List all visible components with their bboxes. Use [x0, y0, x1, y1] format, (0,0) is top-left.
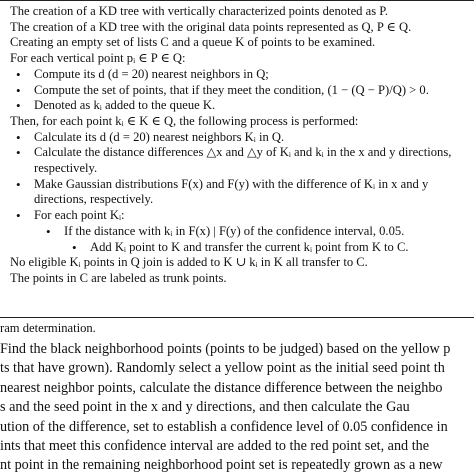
paragraph-line: ints that meet this confidence interval are added to the red point set, and the: [0, 438, 430, 454]
paragraph-line: s and the seed point in the x and y directions, and then calculate the Gau: [0, 399, 410, 416]
algorithm-line: Add Kᵢ point to K and transfer the current kᵢ point from K to C.: [90, 239, 409, 254]
paragraph-line: Find the black neighborhood points (points to be judged) based on the yellow p: [0, 341, 451, 357]
algorithm-line: Compute its d (d = 20) nearest neighbors in Q;: [34, 66, 269, 81]
bullet-marker: •: [16, 98, 21, 114]
algorithm-line: For each point Kᵢ:: [34, 208, 125, 223]
algorithm-line: Creating an empty set of lists C and a queue K of points to be examined.: [10, 35, 376, 50]
paragraph-line: ts that have grown). Randomly select a yellow point as the initial seed point th: [0, 360, 445, 377]
algorithm-line: Then, for each point kᵢ ∈ K ∈ Q, the following process is performed:: [10, 113, 359, 128]
bottom-rule: [0, 317, 474, 318]
algorithm-line: The creation of a KD tree with the original data points represented as Q, P ∈ Q.: [10, 19, 412, 34]
bullet-marker: •: [16, 82, 21, 98]
algorithm-line: Calculate the distance differences △x and △y of Kᵢ and kᵢ in the x and y directions,: [34, 145, 452, 160]
top-rule: [0, 0, 474, 1]
algorithm-line: The creation of a KD tree with vertically characterized points denoted as P.: [10, 4, 389, 18]
paragraph-line: nearest neighbor points, calculate the distance difference between the neighbo: [0, 379, 443, 396]
algorithm-line: For each vertical point pᵢ ∈ P ∈ Q:: [10, 51, 186, 66]
bullet-marker: •: [16, 145, 21, 161]
bullet-marker: •: [16, 176, 21, 192]
algorithm-line: No eligible Kᵢ points in Q join is added to K ∪ kᵢ in K all transfer to C.: [10, 255, 368, 270]
algorithm-line: respectively.: [34, 161, 98, 175]
algorithm-caption: ram determination.: [0, 321, 96, 335]
bullet-marker: •: [72, 239, 77, 255]
algorithm-line: Denoted as kᵢ added to the queue K.: [34, 98, 216, 113]
algorithm-line: Compute the set of points, that if they meet the condition, (1 − (Q − P)/Q) > 0.: [34, 82, 429, 97]
bullet-marker: •: [16, 129, 21, 145]
algorithm-line: directions, respectively.: [34, 192, 154, 207]
algorithm-line: The points in C are labeled as trunk points.: [10, 270, 227, 285]
algorithm-line: Calculate its d (d = 20) nearest neighbors Kᵢ in Q.: [34, 129, 285, 144]
bullet-marker: •: [16, 66, 21, 82]
bullet-marker: •: [46, 223, 51, 239]
algorithm-line: If the distance with kᵢ in F(x) | F(y) of the confidence interval, 0.05.: [64, 223, 405, 238]
paragraph-line: nt point in the remaining neighborhood point set is repeatedly grown as a new: [0, 457, 443, 474]
paragraph-line: ution of the difference, set to establish a confidence level of 0.05 confidence in: [0, 418, 448, 435]
algorithm-line: Make Gaussian distributions F(x) and F(y) with the difference of Kᵢ in x and y: [34, 176, 429, 191]
bullet-marker: •: [16, 208, 21, 224]
